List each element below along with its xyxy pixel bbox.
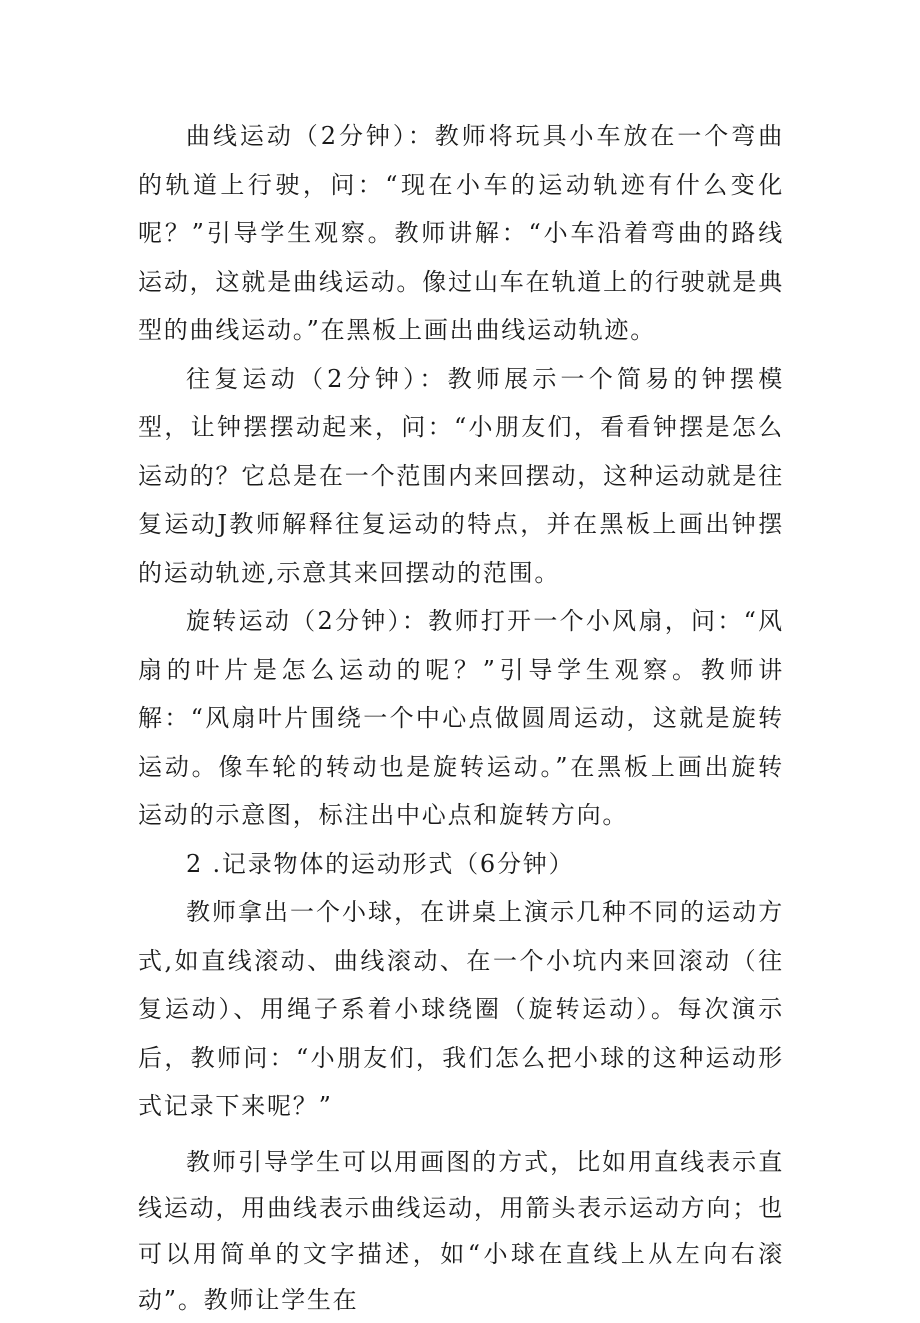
paragraph-rotational-motion: 旋转运动（2分钟）：教师打开一个小风扇，问：“风扇的叶片是怎么运动的呢？”引导学生观察。教师讲解：“风扇叶片围绕一个中心点做圆周运动，这就是旋转运动。像车轮的转动也是旋转运动。”在黑板上画出旋转运动的示意图，标注出中心点和旋转方向。 [138, 607, 784, 829]
paragraph-curve-motion: 曲线运动（2分钟）：教师将玩具小车放在一个弯曲的轨道上行驶，问：“现在小车的运动轨迹有什么变化呢？”引导学生观察。教师讲解：“小车沿着弯曲的路线运动，这就是曲线运动。像过山车在轨道上的行驶就是典型的曲线运动。”在黑板上画出曲线运动轨迹。 [138, 122, 784, 344]
paragraph-recording-methods: 教师引导学生可以用画图的方式，比如用直线表示直线运动，用曲线表示曲线运动，用箭头表示运动方向；也可以用简单的文字描述，如“小球在直线上从左向右滚动”。教师让学生在 [138, 1147, 784, 1314]
document-body [138, 112, 784, 1323]
paragraph-ball-demo: 教师拿出一个小球，在讲桌上演示几种不同的运动方式,如直线滚动、曲线滚动、在一个小坑内来回滚动（往复运动）、用绳子系着小球绕圈（旋转运动）。每次演示后，教师问：“小朋友们，我们怎么把小球的这种运动形式记录下来呢？” [138, 898, 784, 1120]
paragraph-reciprocating-motion: 往复运动（2分钟）：教师展示一个简易的钟摆模型，让钟摆摆动起来，问：“小朋友们，看看钟摆是怎么运动的？它总是在一个范围内来回摆动，这种运动就是往复运动J教师解释往复运动的特点，并在黑板上画出钟摆的运动轨迹,示意其来回摆动的范围。 [138, 364, 784, 587]
section-heading-record-motion: 2 .记录物体的运动形式（6分钟） [186, 849, 575, 878]
